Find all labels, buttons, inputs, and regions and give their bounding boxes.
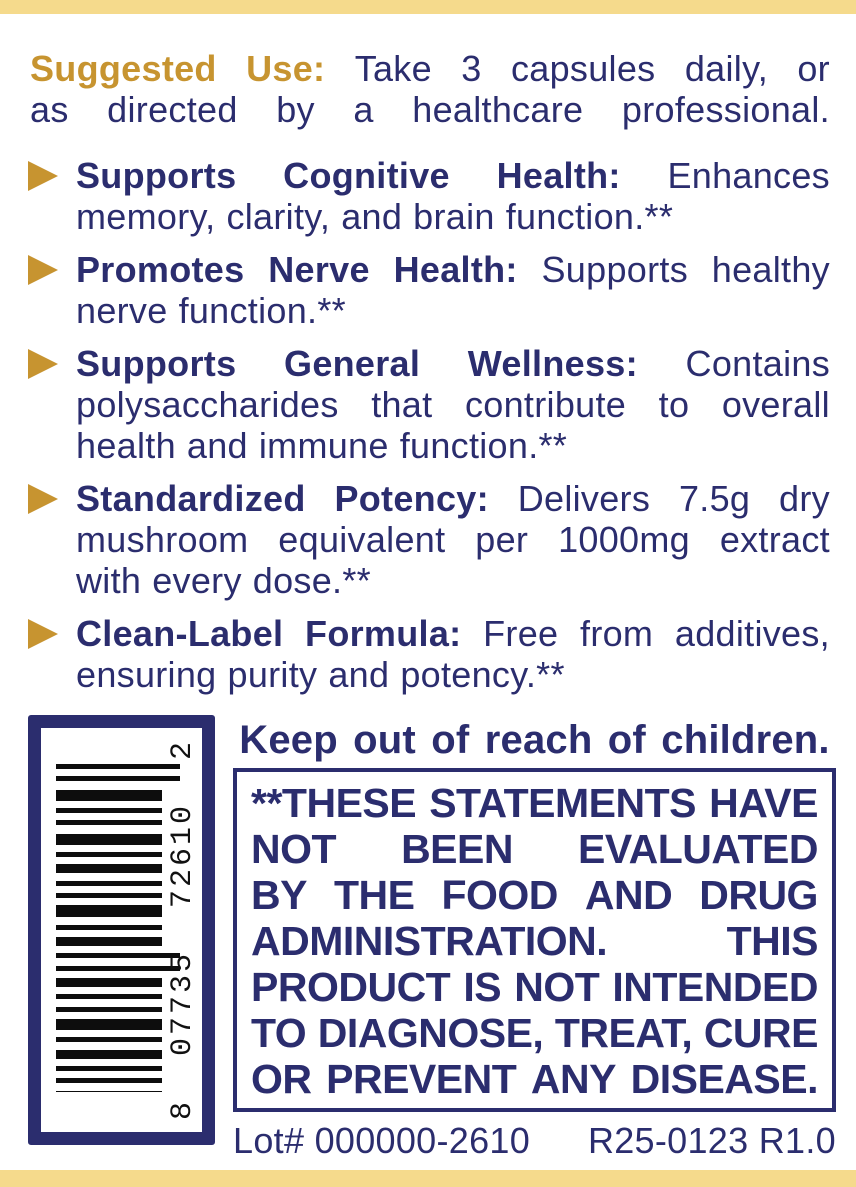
text-line: Standardized Potency: Delivers 7.5g dry	[76, 478, 830, 519]
barcode-bar	[56, 1078, 162, 1083]
barcode-bar	[56, 864, 162, 873]
label-body-text	[0, 14, 856, 707]
paragraph-lines	[30, 48, 830, 130]
barcode-bar	[56, 881, 162, 886]
barcode-bar	[56, 1066, 162, 1071]
barcode-bar	[56, 808, 162, 813]
barcode-bar	[56, 790, 162, 801]
text-line: Suggested Use: Take 3 capsules daily, or	[30, 48, 830, 89]
barcode-bar	[56, 893, 162, 898]
text-line: ensuring purity and potency.**	[76, 654, 565, 695]
top-yellow-band	[0, 0, 856, 14]
barcode-bar	[56, 776, 180, 781]
text-line: Promotes Nerve Health: Supports healthy	[76, 249, 830, 290]
barcode-bar	[56, 1007, 162, 1012]
barcode-bar	[56, 764, 180, 769]
disclaimer-line: BY THE FOOD AND DRUG	[251, 872, 818, 918]
barcode-bar	[56, 834, 162, 845]
bullet-arrow-icon	[28, 619, 58, 649]
bullet-arrow-icon	[28, 349, 58, 379]
barcode-bar	[56, 1050, 162, 1059]
barcode-digits: 8 07735 72610 2	[166, 738, 200, 1120]
bullet-arrow-icon	[28, 484, 58, 514]
text-line: Supports Cognitive Health: Enhances	[76, 155, 830, 196]
text-line: polysaccharides that contribute to overall	[76, 384, 830, 425]
bottom-yellow-band	[0, 1170, 856, 1187]
paragraph-lines	[76, 478, 830, 601]
bullet-item	[30, 613, 830, 695]
barcode-bar	[56, 1019, 162, 1030]
fda-disclaimer-box	[233, 768, 836, 1112]
text-line: nerve function.**	[76, 290, 346, 331]
lot-number: Lot# 000000-2610	[233, 1120, 531, 1161]
text-line: mushroom equivalent per 1000mg extract	[76, 519, 830, 560]
keep-out-of-reach-text: Keep out of reach of children.	[239, 718, 830, 762]
barcode-bar	[56, 953, 180, 958]
bullet-item	[30, 478, 830, 601]
suggested-use-paragraph	[30, 48, 830, 130]
barcode-bar	[56, 852, 162, 857]
paragraph-lines	[76, 249, 830, 331]
upc-barcode	[28, 715, 215, 1145]
text-line: Supports General Wellness: Contains	[76, 343, 830, 384]
disclaimer-line: ADMINISTRATION. THIS	[251, 918, 818, 964]
disclaimer-line: OR PREVENT ANY DISEASE.	[251, 1056, 818, 1102]
bullet-item	[30, 343, 830, 466]
barcode-bar	[56, 820, 162, 825]
barcode-bar	[56, 1037, 162, 1042]
text-line: Clean-Label Formula: Free from additives,	[76, 613, 830, 654]
barcode-bar	[56, 937, 162, 946]
barcode-bar	[56, 925, 162, 930]
barcode-bar	[56, 905, 162, 917]
text-line: as directed by a healthcare professional.	[30, 89, 830, 130]
barcode-bar	[56, 978, 162, 987]
bullet-arrow-icon	[28, 161, 58, 191]
barcode-bar	[56, 1091, 162, 1092]
barcode-bar	[56, 966, 180, 971]
revision-code: R25-0123 R1.0	[587, 1120, 836, 1161]
barcode-inner	[41, 728, 202, 1132]
bullet-item	[30, 155, 830, 237]
text-line: memory, clarity, and brain function.**	[76, 196, 674, 237]
disclaimer-line: PRODUCT IS NOT INTENDED	[251, 964, 818, 1010]
paragraph-lines	[76, 155, 830, 237]
disclaimer-line: NOT BEEN EVALUATED	[251, 826, 818, 872]
paragraph-lines	[76, 343, 830, 466]
paragraph-lines	[76, 613, 830, 695]
bullet-arrow-icon	[28, 255, 58, 285]
bullet-item	[30, 249, 830, 331]
disclaimer-line: TO DIAGNOSE, TREAT, CURE	[251, 1010, 818, 1056]
barcode-bar	[56, 994, 162, 999]
text-line: with every dose.**	[76, 560, 371, 601]
lot-revision-row	[233, 1120, 836, 1162]
text-line: health and immune function.**	[76, 425, 568, 466]
disclaimer-line: **THESE STATEMENTS HAVE	[251, 780, 818, 826]
